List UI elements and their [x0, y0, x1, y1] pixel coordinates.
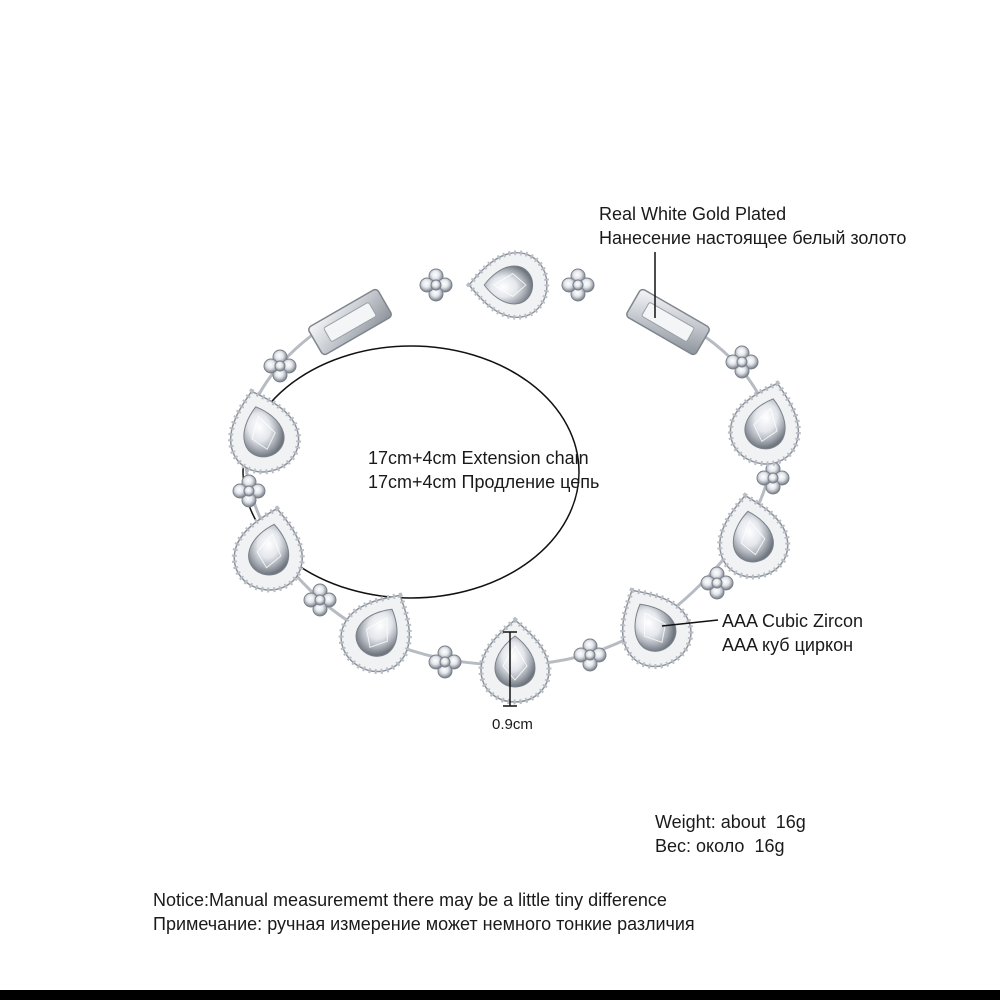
flower-gem-right-2 — [757, 462, 789, 494]
zircon-label-en: AAA Cubic Zircon — [722, 611, 864, 631]
flower-gem-top-left — [420, 269, 452, 301]
teardrop-gem-right-3 — [603, 573, 703, 678]
notice-label-ru: Примечание: ручная измерение может немного тонкие различия — [153, 914, 695, 934]
teardrop-gem-left-3 — [330, 578, 430, 683]
extension-label — [368, 446, 599, 494]
flower-gem-left-2 — [233, 475, 265, 507]
teardrop-gem-top — [469, 253, 547, 318]
box-clasp-left — [307, 288, 392, 356]
plating-label-en: Real White Gold Plated — [599, 204, 787, 224]
flower-gem-right-4 — [574, 639, 606, 671]
flower-gem-right-1 — [726, 346, 758, 378]
notice-label — [153, 888, 695, 936]
notice-label-en: Notice:Manual measurememt there may be a little tiny difference — [153, 890, 667, 910]
zircon-label — [722, 609, 863, 657]
flower-gem-right-3 — [701, 567, 733, 599]
weight-label — [655, 810, 806, 858]
plating-label — [599, 202, 906, 250]
plating-label-ru: Нанесение настоящее белый золото — [599, 228, 907, 248]
weight-label-en: Weight: about 16g — [655, 812, 806, 832]
zircon-label-ru: AAA куб циркон — [722, 635, 854, 655]
teardrop-gem-right-2 — [712, 490, 793, 583]
box-clasp-right — [625, 288, 710, 356]
teardrop-gem-right-1 — [723, 375, 810, 472]
weight-label-ru: Вес: около 16g — [655, 836, 785, 856]
flower-gem-left-4 — [429, 646, 461, 678]
extension-label-ru: 17cm+4cm Продление цепь — [368, 472, 600, 492]
teardrop-gem-left-1 — [219, 383, 306, 480]
bottom-border-bar — [0, 990, 1000, 1000]
teardrop-gem-left-2 — [229, 503, 310, 596]
width-label: 0.9cm — [492, 716, 533, 733]
flower-gem-top-right — [562, 269, 594, 301]
extension-label-en: 17cm+4cm Extension chain — [368, 448, 589, 468]
